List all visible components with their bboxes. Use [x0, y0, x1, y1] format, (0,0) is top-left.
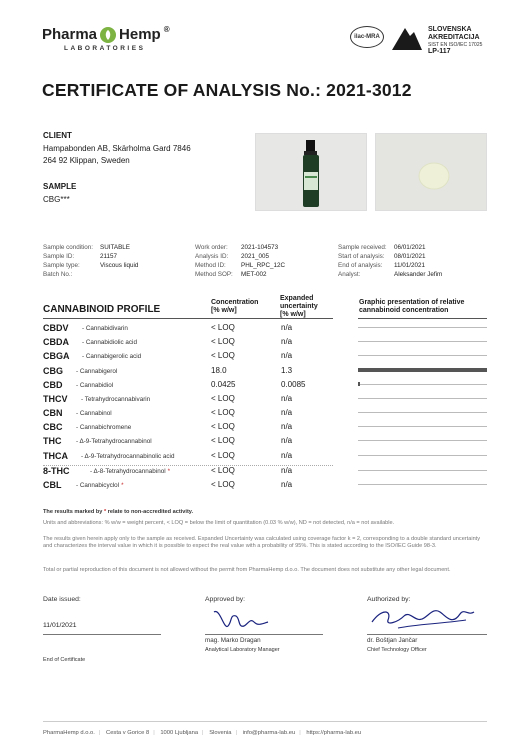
- footer: PharmaHemp d.o.o. | Cesta v Gorice 8 | 1000 Ljubljana | Slovenia | info@pharma-lab.eu | https://pharma-lab.eu: [43, 730, 362, 736]
- footer-email-link[interactable]: info@pharma-lab.eu: [242, 730, 296, 736]
- date-issued-label: Date issued:: [43, 596, 81, 603]
- accreditation-block: SLOVENSKA AKREDITACIJA SIST EN ISO/IEC 17025 LP-117: [428, 26, 483, 55]
- cannabinoid-name: - Δ-9-Tetrahydrocannabinolic acid: [81, 453, 175, 460]
- approved-name: mag. Marko Dragan: [205, 637, 261, 644]
- cannabinoid-name: - Cannabigerolic acid: [82, 353, 142, 360]
- concentration-value: 0.0425: [211, 380, 236, 389]
- authorized-name: dr. Boštjan Jančar: [367, 637, 418, 644]
- authorized-rule: [367, 634, 487, 635]
- table-row: [43, 422, 487, 436]
- sample-value: CBG***: [43, 195, 70, 204]
- cannabinoid-name: - Tetrahydrocannabivarin: [81, 396, 151, 403]
- reproduction-note: Total or partial reproduction of this document is not allowed without the permit from PharmaHemp d.o.o. The document does not substitute any other legal document.: [43, 567, 451, 573]
- uncertainty-value: n/a: [281, 351, 293, 360]
- approved-role: Analytical Laboratory Manager: [205, 647, 280, 653]
- logo-text-left: Pharma: [42, 26, 98, 43]
- meta-column-3: Sample received: 06/01/2021 Start of analysis: 08/01/2021 End of analysis: 11/01/2021 Analyst: Aleksander Jefim: [338, 244, 443, 278]
- concentration-bar: [358, 398, 487, 399]
- graph-header: Graphic presentation of relative cannabinoid concentration: [359, 299, 465, 314]
- company-logo: [42, 26, 170, 52]
- cannabinoid-code: CBDV: [43, 323, 69, 333]
- cannabinoid-code: CBC: [43, 422, 63, 432]
- uncertainty-value: n/a: [281, 337, 293, 346]
- table-row: [43, 323, 487, 337]
- cannabinoid-profile-title: CANNABINOID PROFILE: [43, 304, 161, 315]
- non-accredited-mark: *: [167, 468, 171, 475]
- cannabinoid-code: THCV: [43, 394, 68, 404]
- uncertainty-value: n/a: [281, 451, 293, 460]
- cannabinoid-code: THCA: [43, 451, 68, 461]
- meta-column-2: Work order: 2021-104573 Analysis ID: 2021_005 Method ID: PHL_RPC_12C Method SOP: MET-002: [195, 244, 286, 278]
- footer-street: Cesta v Gorice 8: [106, 730, 150, 736]
- approved-by-label: Approved by:: [205, 596, 246, 603]
- concentration-bar: [358, 440, 487, 441]
- uncertainty-value: n/a: [281, 466, 293, 475]
- non-accredited-note: The results marked by * relate to non-accredited activity.: [43, 509, 194, 515]
- cannabinoid-code: CBG: [43, 366, 63, 376]
- cannabinoid-name: - Δ-9-Tetrahydrocannabinol: [76, 438, 152, 445]
- uncertainty-value: 1.3: [281, 366, 293, 375]
- uncertainty-value: n/a: [281, 422, 293, 431]
- cannabinoid-code: CBL: [43, 480, 62, 490]
- approved-signature: [210, 604, 280, 636]
- footer-city: 1000 Ljubljana: [160, 730, 199, 736]
- table-row: [43, 366, 487, 380]
- concentration-bar: [358, 355, 487, 356]
- units-abbreviations-note: Units and abbreviations: % w/w = weight percent, < LOQ = below the limit of quantitation (0.03 % w/w), ND = not detected, n/a = not available.: [43, 520, 395, 526]
- registered-mark: ®: [163, 25, 170, 34]
- footer-rule: [43, 721, 487, 722]
- cannabinoid-code: CBD: [43, 380, 63, 390]
- sample-label: SAMPLE: [43, 182, 77, 191]
- concentration-header: Concentration [% w/w]: [211, 299, 259, 314]
- table-row: [43, 436, 487, 450]
- uncertainty-value: 0.0085: [281, 380, 306, 389]
- client-address-line2: 264 92 Klippan, Sweden: [43, 156, 130, 165]
- concentration-bar-fill: [358, 382, 360, 386]
- concentration-value: < LOQ: [211, 466, 235, 475]
- uncertainty-header: Expanded uncertainty [% w/w]: [280, 295, 318, 318]
- accreditation-mountain-icon: [390, 22, 424, 52]
- concentration-value: < LOQ: [211, 451, 235, 460]
- sample-bottle-photo: [255, 133, 367, 211]
- uncertainty-value: n/a: [281, 408, 293, 417]
- cannabinoid-code: THC: [43, 436, 62, 446]
- footer-country: Slovenia: [209, 730, 232, 736]
- concentration-value: < LOQ: [211, 351, 235, 360]
- authorized-by-label: Authorized by:: [367, 596, 411, 603]
- concentration-bar-fill: [358, 368, 487, 372]
- table-header-rule: [43, 318, 333, 319]
- footer-company: PharmaHemp d.o.o.: [43, 730, 95, 736]
- cannabinoid-name: - Cannabicyclol *: [76, 482, 124, 489]
- cannabinoid-name: - Cannabichromene: [76, 424, 132, 431]
- cannabinoid-name: - Cannabidiol: [76, 382, 114, 389]
- uncertainty-value: n/a: [281, 394, 293, 403]
- cannabinoid-name: - Cannabinol: [76, 410, 112, 417]
- table-row: [43, 466, 487, 480]
- cannabinoid-code: CBN: [43, 408, 63, 418]
- concentration-bar: [358, 384, 487, 385]
- results-note: The results given herein apply only to the sample as received. Expanded Uncertainty was calculated using coverage factor k = 2, corresponding to a double standard uncertainty and characterizes the interval value in which it is possible to expect the real value with a probability of 95%. This is stated according to the ISO/IEC Guide 98-3.: [43, 536, 481, 549]
- end-of-certificate: End of Certificate: [43, 657, 86, 663]
- certificate-title: CERTIFICATE OF ANALYSIS No.: 2021-3012: [42, 80, 412, 100]
- client-address-line1: Hampabonden AB, Skärholma Gard 7846: [43, 144, 191, 153]
- cannabinoid-code: 8-THC: [43, 466, 70, 476]
- meta-column-1: Sample condition: SUITABLE Sample ID: 21157 Sample type: Viscous liquid Batch No.:: [43, 244, 139, 278]
- table-row: [43, 351, 487, 365]
- date-issued-value: 11/01/2021: [43, 622, 77, 629]
- graph-header-rule: [358, 318, 487, 319]
- uncertainty-value: n/a: [281, 480, 293, 489]
- cannabinoid-code: CBGA: [43, 351, 70, 361]
- leaf-icon: [100, 27, 116, 43]
- cannabinoid-name: - Cannabidiolic acid: [82, 339, 137, 346]
- uncertainty-value: n/a: [281, 323, 293, 332]
- concentration-value: < LOQ: [211, 408, 235, 417]
- concentration-value: 18.0: [211, 366, 227, 375]
- date-rule: [43, 634, 161, 635]
- concentration-value: < LOQ: [211, 480, 235, 489]
- concentration-bar: [358, 426, 487, 427]
- cannabinoid-name: - Cannabidivarin: [82, 325, 128, 332]
- concentration-bar: [358, 455, 487, 456]
- cannabinoid-code: CBDA: [43, 337, 69, 347]
- concentration-bar: [358, 327, 487, 328]
- non-accredited-mark: *: [121, 482, 124, 489]
- ilac-mra-logo: ilac-MRA: [350, 26, 384, 48]
- table-row: [43, 480, 487, 494]
- table-row: [43, 451, 487, 465]
- footer-website-link[interactable]: https://pharma-lab.eu: [306, 730, 362, 736]
- logo-subtitle: LABORATORIES: [64, 45, 146, 52]
- authorized-signature: [368, 602, 478, 634]
- authorized-role: Chief Technology Officer: [367, 647, 427, 653]
- sample-drop-photo: [375, 133, 487, 211]
- table-row: [43, 380, 487, 394]
- concentration-value: < LOQ: [211, 394, 235, 403]
- concentration-value: < LOQ: [211, 422, 235, 431]
- uncertainty-value: n/a: [281, 436, 293, 445]
- table-row: [43, 394, 487, 408]
- concentration-bar: [358, 470, 487, 471]
- concentration-value: < LOQ: [211, 337, 235, 346]
- concentration-value: < LOQ: [211, 323, 235, 332]
- concentration-bar: [358, 412, 487, 413]
- approved-rule: [205, 634, 323, 635]
- cannabinoid-name: - Δ-8-Tetrahydrocannabinol *: [90, 468, 171, 475]
- table-row: [43, 337, 487, 351]
- table-row: [43, 408, 487, 422]
- cannabinoid-name: - Cannabigerol: [76, 368, 118, 375]
- concentration-value: < LOQ: [211, 436, 235, 445]
- client-label: CLIENT: [43, 131, 72, 140]
- concentration-bar: [358, 341, 487, 342]
- logo-text-right: Hemp: [119, 26, 161, 43]
- concentration-bar: [358, 484, 487, 485]
